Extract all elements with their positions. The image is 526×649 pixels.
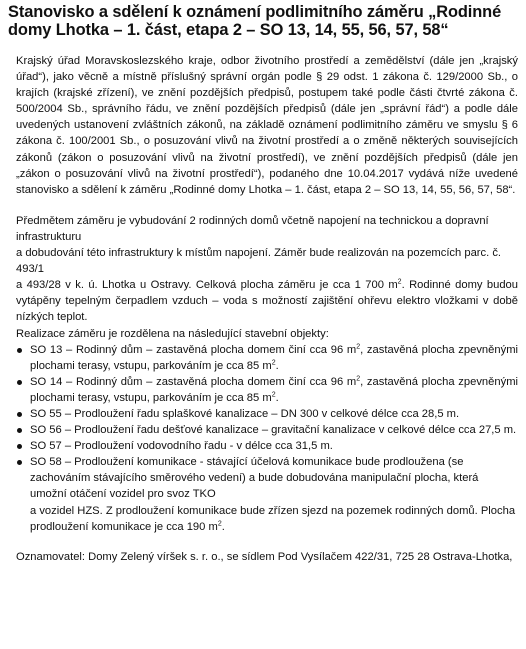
subject-line-2: a dobudování této infrastruktury k místům napojení. Záměr bude realizován na pozemcích parc. č. 493/1 [16,247,502,276]
building-objects-list [8,342,518,535]
list-item-so13: SO 13 – Rodinný dům – zastavěná plocha domem činí cca 96 $m^2$, zastavěná plocha zpevněnými plochami terasy, vstupu, parkováním je cca 85 $m^2$. [16,342,518,374]
bullet-icon [17,348,22,353]
subject-section [16,213,518,342]
subject-line-1: Předmětem záměru je vybudování 2 rodinných domů včetně napojení na technickou a dopravní infrastrukturu [16,214,489,243]
list-item-so57: SO 57 – Prodloužení vodovodního řadu - v délce cca 31,5 m. [16,438,518,454]
intro-paragraph: Krajský úřad Moravskoslezského kraje, odbor životního prostředí a zemědělství (dále jen „krajský úřad“), jako věcně a místně příslušný správní orgán podle § 29 odst. 1 zákona č. 129/2000 Sb., o krajích (krajské zřízení), ve znění pozdějších předpisů, postupem také podle části čtvrté zákona č. 500/2004 Sb., správního řádu, ve znění pozdějších předpisů (dále jen „správní řád“) a podle dále uvedených ustanovení zvláštních zákonů, na základě oznámení podlimitního záměru ve smyslu § 6 zákona č. 100/2001 Sb., o posuzování vlivů na životní prostředí a o změně některých souvisejících zákonů (zákon o posuzování vlivů na životní prostředí), ve znění pozdějších předpisů (dále jen „zákon o posuzování vlivů na životní prostředí“), podaného dne 10.04.2017 vydává níže uvedené stanovisko a sdělení k záměru „Rodinné domy Lhotka – 1. část, etapa 2 – SO 13, 14, 55, 56, 57, 58“. [16,55,518,196]
list-item-so56: SO 56 – Prodloužení řadu dešťové kanalizace – gravitační kanalizace v celkové délce cca 27,5 m. [16,422,518,438]
document-title: Stanovisko a sdělení k oznámení podlimitního záměru „Rodinné domy Lhotka – 1. část, etapa 2 – SO 13, 14, 55, 56, 57, 58“ [8,3,502,39]
bullet-icon [17,412,22,417]
bullet-icon [17,444,22,449]
list-item-so14: SO 14 – Rodinný dům – zastavěná plocha domem činí cca 96 $m^2$, zastavěná plocha zpevněnými plochami terasy, vstupu, parkováním je cca 85 $m^2$. [16,374,518,406]
subject-line-3: a 493/28 v k. ú. Lhotka u Ostravy. Celková plocha záměru je cca 1 700 $m^2$. Rodinné domy budou vytápěny tepelným čerpadlem vzduch – voda s možností zajištění ohřevu elektro vložkami v době nízkých teplot. [16,278,518,324]
list-item-so55: SO 55 – Prodloužení řadu splaškové kanalizace – DN 300 v celkové délce cca 28,5 m. [16,406,518,422]
bullet-icon [17,380,22,385]
notifier-paragraph: Oznamovatel: Domy Zelený víršek s. r. o., se sídlem Pod Vysílačem 422/31, 725 28 Ostrava-Lhotka, [16,550,513,563]
subject-line-4: Realizace záměru je rozdělena na následující stavební objekty: [16,327,329,340]
bullet-icon [17,460,22,465]
list-item-so58: SO 58 – Prodloužení komunikace - stávající účelová komunikace bude prodloužena (se zachováním stávajícího směrového vedení) a bude dobudována manipulační plocha, která umožní otáčení vozidel pro svoz TKO a vozidel HZS. Z prodloužení komunikace bude zřízen sjezd na pozemek rodinných domů. Plocha prodloužení komunikace je cca 190 $m^2$. [16,454,518,534]
bullet-icon [17,428,22,433]
